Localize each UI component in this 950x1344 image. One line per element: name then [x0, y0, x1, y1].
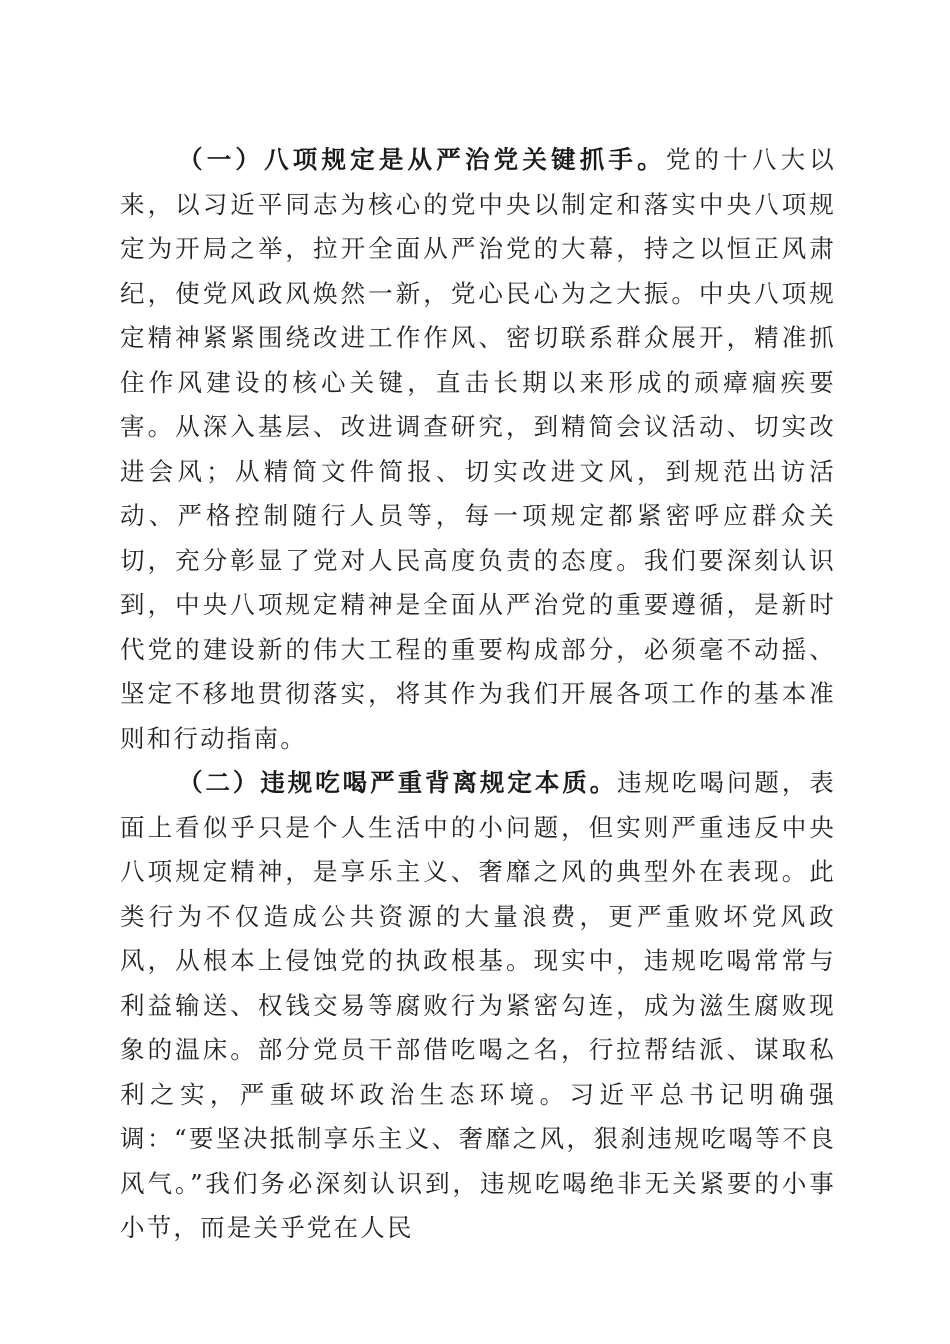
document-body: [120, 138, 836, 1251]
paragraph-2-body: 违规吃喝问题，表面上看似乎只是个人生活中的小问题，但实则严重违反中央八项规定精神，是享乐主义、奢靡之风的典型外在表现。此类行为不仅造成公共资源的大量浪费，更严重败坏党风政风，从根本上侵蚀党的执政根基。现实中，违规吃喝常常与利益输送、权钱交易等腐败行为紧密勾连，成为滋生腐败现象的温床。部分党员干部借吃喝之名，行拉帮结派、谋取私利之实，严重破坏政治生态环境。习近平总书记明确强调：“要坚决抵制享乐主义、奢靡之风，狠刹违规吃喝等不良风气。”我们务必深刻认识到，违规吃喝绝非无关紧要的小事小节，而是关乎党在人民: [120, 768, 836, 1242]
paragraph-1-body: 党的十八大以来，以习近平同志为核心的党中央以制定和落实中央八项规定为开局之举，拉开全面从严治党的大幕，持之以恒正风肃纪，使党风政风焕然一新，党心民心为之大振。中央八项规定精神紧紧围绕改进工作作风、密切联系群众展开，精准抓住作风建设的核心关键，直击长期以来形成的顽瘴痼疾要害。从深入基层、改进调查研究，到精简会议活动、切实改进会风；从精简文件简报、切实改进文风，到规范出访活动、严格控制随行人员等，每一项规定都紧密呼应群众关切，充分彰显了党对人民高度负责的态度。我们要深刻认识到，中央八项规定精神是全面从严治党的重要遵循，是新时代党的建设新的伟大工程的重要构成部分，必须毫不动摇、坚定不移地贯彻落实，将其作为我们开展各项工作的基本准则和行动指南。: [120, 145, 837, 753]
paragraph-2-heading: （二）违规吃喝严重背离规定本质。: [178, 768, 618, 797]
paragraph-1-heading: （一）八项规定是从严治党关键抓手。: [178, 145, 666, 174]
paragraph-2: [120, 761, 836, 1251]
paragraph-1: [120, 138, 836, 761]
